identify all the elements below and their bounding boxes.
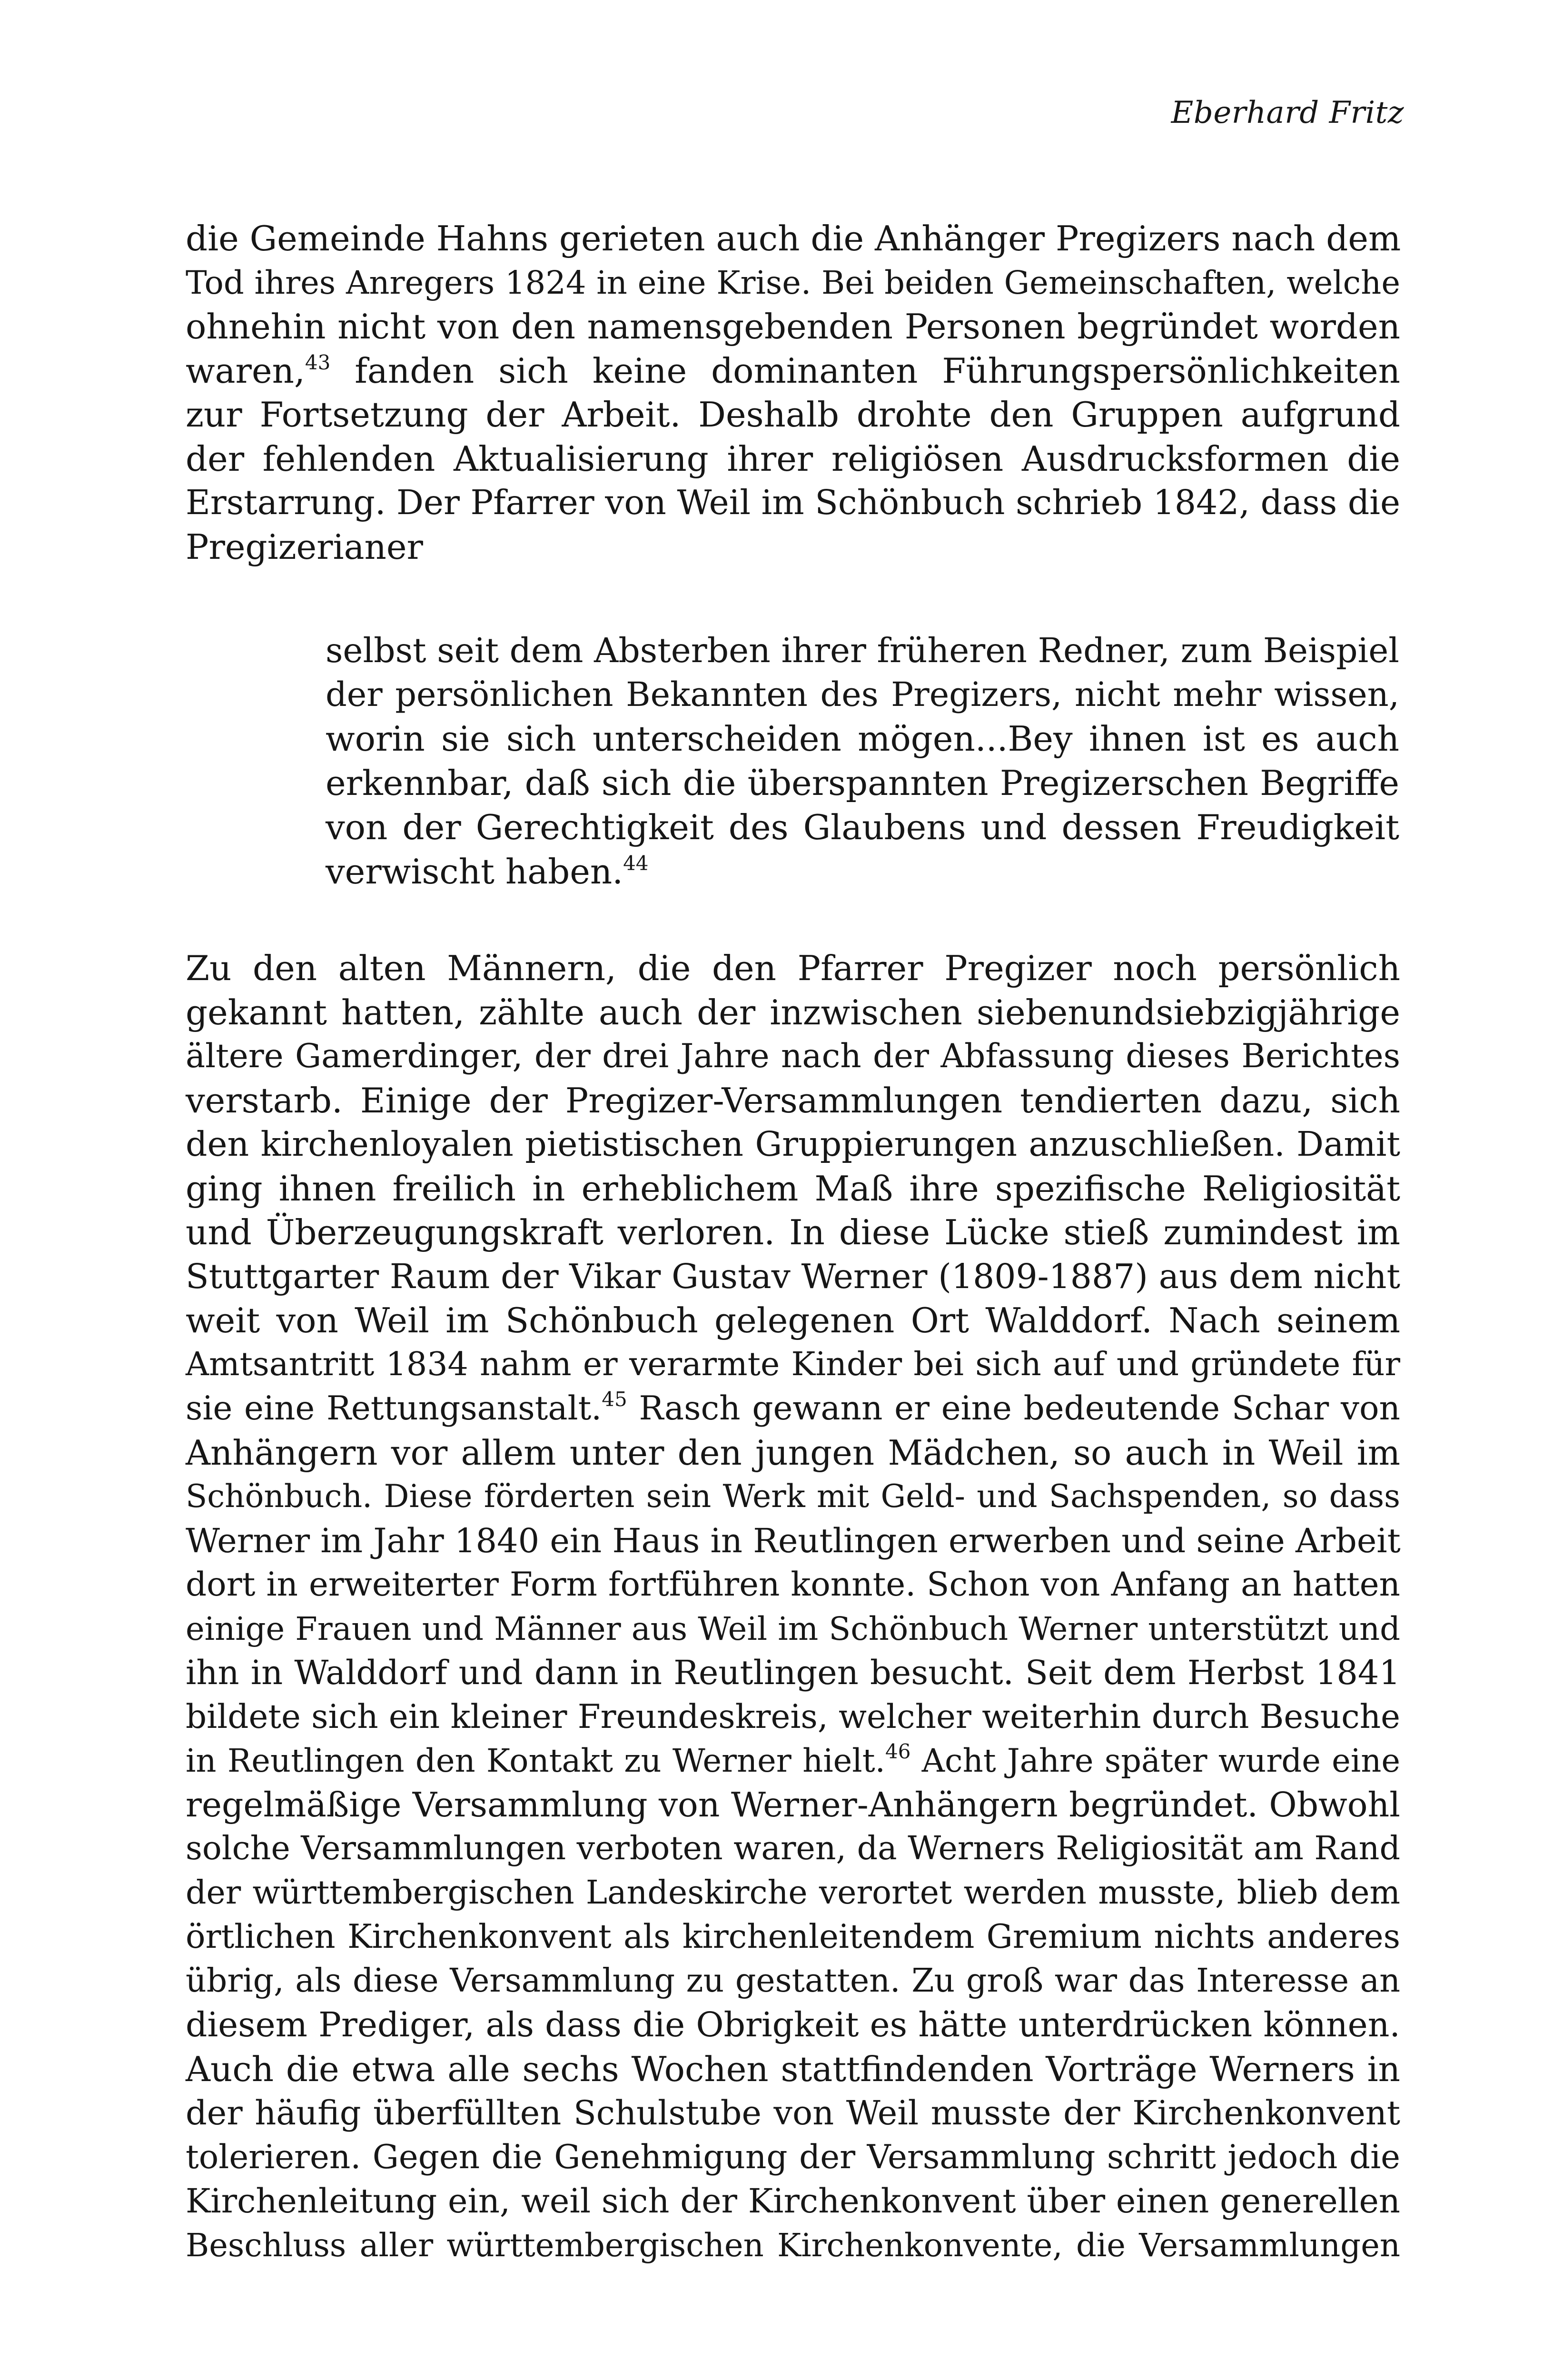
line-text: erkennbar, daß sich die überspannten Pregizerschen Begriffe — [326, 763, 1399, 803]
text-line — [186, 1651, 1400, 1695]
text-line — [186, 1431, 1400, 1475]
text-line — [186, 2003, 1400, 2047]
line-text: der fehlenden Aktualisierung ihrer religiösen Ausdrucksformen die — [186, 438, 1400, 479]
line-text: Zu den alten Männern, die den Pfarrer Pregizer noch persönlich — [186, 948, 1400, 988]
text-line — [186, 1739, 1400, 1783]
text-line — [186, 2223, 1400, 2268]
text-line — [186, 1519, 1400, 1563]
text-line — [186, 349, 1400, 393]
text-line — [186, 305, 1400, 349]
text-line — [326, 805, 1399, 850]
body-paragraph-1 — [186, 217, 1400, 569]
line-text: solche Versammlungen verboten waren, da Werners Religiosität am Rand — [186, 1830, 1400, 1867]
text-line — [186, 1210, 1400, 1255]
text-line — [326, 761, 1399, 805]
text-line — [186, 1167, 1400, 1211]
line-text: zur Fortsetzung der Arbeit. Deshalb drohte den Gruppen aufgrund — [186, 395, 1400, 435]
line-text-continued: Acht Jahre später wurde eine — [910, 1742, 1401, 1779]
text-line — [186, 1871, 1400, 1915]
line-text: ihn in Walddorf und dann in Reutlingen besucht. Seit dem Herbst 1841 — [186, 1653, 1400, 1692]
line-text: örtlichen Kirchenkonvent als kirchenleitendem Gremium nichts anderes — [186, 1918, 1400, 1956]
line-text: den kirchenloyalen pietistischen Gruppierungen anzuschließen. Damit — [186, 1124, 1400, 1164]
text-line — [186, 1299, 1400, 1343]
line-text: waren, — [186, 350, 305, 391]
text-line — [186, 1915, 1400, 1959]
line-text: verwischt haben. — [326, 852, 623, 892]
line-text: Schönbuch. Diese förderten sein Werk mit Geld- und Sachspenden, so dass — [186, 1478, 1400, 1515]
text-line — [186, 2047, 1400, 2092]
line-text: der häufig überfüllten Schulstube von Weil musste der Kirchenkonvent — [186, 2093, 1400, 2132]
line-text: verstarb. Einige der Pregizer-Versammlungen tendierten dazu, sich — [186, 1080, 1400, 1121]
text-line — [186, 1783, 1400, 1827]
line-text: Auch die etwa alle sechs Wochen stattfindenden Vorträge Werners in — [186, 2049, 1400, 2089]
line-text: übrig, als diese Versammlung zu gestatten. Zu groß war das Interesse an — [186, 1962, 1400, 2000]
footnote-marker: 43 — [305, 350, 331, 374]
line-text: Kirchenleitung ein, weil sich der Kirchenkonvent über einen generellen — [186, 2182, 1400, 2221]
line-text: von der Gerechtigkeit des Glaubens und dessen Freudigkeit — [326, 807, 1399, 847]
text-line — [186, 1079, 1400, 1123]
line-text: der persönlichen Bekannten des Pregizers, nicht mehr wissen, — [326, 675, 1399, 714]
line-text: Stuttgarter Raum der Vikar Gustav Werner (1809-1887) aus dem nicht — [186, 1256, 1400, 1296]
line-text: ältere Gamerdinger, der drei Jahre nach der Abfassung dieses Berichtes — [186, 1037, 1400, 1075]
text-line — [186, 1695, 1400, 1739]
text-line — [326, 673, 1399, 717]
body-paragraph-2 — [186, 946, 1400, 2267]
line-text: und Überzeugungskraft verloren. In diese Lücke stieß zumindest im — [186, 1212, 1400, 1252]
line-text: einige Frauen und Männer aus Weil im Schönbuch Werner unterstützt und — [186, 1610, 1400, 1647]
text-line — [186, 481, 1400, 525]
line-text: ging ihnen freilich in erheblichem Maß ihre spezifische Religiosität — [186, 1168, 1400, 1209]
line-text: regelmäßige Versammlung von Werner-Anhängern begründet. Obwohl — [186, 1785, 1400, 1825]
line-text: dort in erweiterter Form fortführen konnte. Schon von Anfang an hatten — [186, 1566, 1400, 1604]
text-line — [186, 437, 1400, 481]
line-text: in Reutlingen den Kontakt zu Werner hielt. — [186, 1742, 885, 1779]
line-text: Tod ihres Anregers 1824 in eine Krise. Bei beiden Gemeinschaften, welche — [186, 264, 1400, 301]
text-line — [326, 850, 1399, 894]
text-line — [186, 1255, 1400, 1299]
line-text: weit von Weil im Schönbuch gelegenen Ort Walddorf. Nach seinem — [186, 1300, 1400, 1340]
text-line — [186, 1563, 1400, 1607]
line-text: Pregizerianer — [186, 526, 423, 567]
running-head: Eberhard Fritz — [1171, 95, 1404, 130]
footnote-marker: 45 — [602, 1388, 627, 1411]
text-line — [186, 1827, 1400, 1871]
text-line — [186, 1122, 1400, 1167]
text-line — [186, 2135, 1400, 2180]
text-line — [326, 628, 1399, 673]
line-text: Beschluss aller württembergischen Kirchenkonvente, die Versammlungen — [186, 2226, 1400, 2264]
line-text: Erstarrung. Der Pfarrer von Weil im Schönbuch schrieb 1842, dass die — [186, 483, 1400, 522]
footnote-marker: 46 — [885, 1740, 911, 1763]
text-line — [186, 525, 1400, 569]
line-text-continued: Rasch gewann er eine bedeutende Schar von — [627, 1389, 1400, 1428]
text-line — [186, 2179, 1400, 2223]
text-line — [326, 717, 1399, 761]
text-line — [186, 946, 1400, 991]
line-text: die Gemeinde Hahns gerieten auch die Anhänger Pregizers nach dem — [186, 218, 1401, 258]
text-line — [186, 1607, 1400, 1651]
text-line — [186, 1034, 1400, 1079]
block-quote — [326, 628, 1399, 894]
line-text: Amtsantritt 1834 nahm er verarmte Kinder bei sich auf und gründete für — [186, 1345, 1400, 1383]
text-line — [186, 2091, 1400, 2135]
text-line — [186, 1343, 1400, 1387]
line-text: worin sie sich unterscheiden mögen...Bey ihnen ist es auch — [326, 719, 1399, 759]
footnote-marker: 44 — [623, 852, 649, 875]
line-text-continued: fanden sich keine dominanten Führungspersönlichkeiten — [330, 350, 1400, 391]
line-text: tolerieren. Gegen die Genehmigung der Versammlung schritt jedoch die — [186, 2138, 1400, 2176]
text-line — [186, 1475, 1400, 1519]
text-line — [186, 393, 1400, 437]
line-text: selbst seit dem Absterben ihrer früheren Redner, zum Beispiel — [326, 631, 1399, 670]
text-line — [186, 991, 1400, 1035]
text-line — [186, 1959, 1400, 2003]
line-text: sie eine Rettungsanstalt. — [186, 1389, 602, 1428]
line-text: der württembergischen Landeskirche verortet werden musste, blieb dem — [186, 1874, 1400, 1912]
text-line — [186, 261, 1400, 305]
line-text: ohnehin nicht von den namensgebenden Personen begründet worden — [186, 307, 1400, 347]
line-text: gekannt hatten, zählte auch der inzwischen siebenundsiebzigjährige — [186, 992, 1400, 1032]
text-line — [186, 217, 1400, 261]
line-text: Werner im Jahr 1840 ein Haus in Reutlingen erwerben und seine Arbeit — [186, 1521, 1401, 1560]
line-text: bildete sich ein kleiner Freundeskreis, welcher weiterhin durch Besuche — [186, 1697, 1400, 1736]
text-line — [186, 1387, 1400, 1431]
line-text: Anhängern vor allem unter den jungen Mädchen, so auch in Weil im — [186, 1432, 1400, 1473]
line-text: diesem Prediger, als dass die Obrigkeit es hätte unterdrücken können. — [186, 2005, 1400, 2044]
